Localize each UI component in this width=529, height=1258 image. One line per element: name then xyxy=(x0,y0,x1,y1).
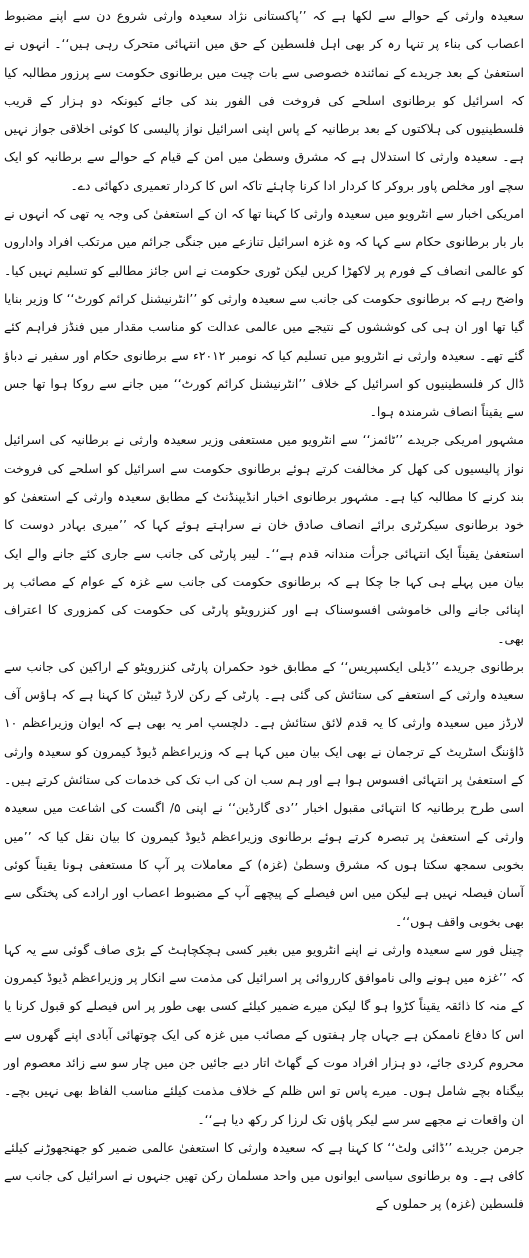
article-paragraph: امریکی اخبار سے انٹرویو میں سعیدہ وارثی کا کہنا تھا کہ ان کے استعفیٰ کی وجہ یہ تھی کہ انہوں نے بار بار برطانوی حکام سے کہا کہ وہ غزہ اسرائیل تنازعے میں جنگی جرائم میں مرتکب افراد واداروں کو عالمی انصاف کے فورم پر لاکھڑا کریں لیکن ٹوری حکومت نے اس جائز مطالبے کو تسلیم نہیں کیا۔ واضح رہے کہ برطانوی حکومت کی جانب سے سعیدہ وارثی کو ’’انٹرنیشنل کرائم کورٹ‘‘ کا وزیر بنایا گیا تھا اور ان ہی کی کوششوں کے نتیجے میں عالمی عدالت کو مناسب مقدار میں فنڈز فراہم کئے گئے تھے۔ سعیدہ وارثی نے انٹرویو میں تسلیم کیا کہ نومبر ۲۰۱۲ء سے برطانوی حکام اور سفیر نے دباؤ ڈال کر فلسطینیوں کو اسرائیل کے خلاف ’’انٹرنیشنل کرائم کورٹ‘‘ میں جانے سے روکا ہوا تھا جس سے یقیناً انصاف شرمندہ ہوا۔ xyxy=(4,206,525,420)
article-paragraph: برطانوی جریدے ’’ڈیلی ایکسپریس‘‘ کے مطابق خود حکمران پارٹی کنزرویٹو کے اراکین کی جانب سے سعیدہ وارثی کے استعفے کی ستائش کی گئی ہے۔ پارٹی کے رکن لارڈ ٹیبٹن کا کہنا ہے کہ ہاؤس آف لارڈز میں سعیدہ وارثی کا یہ قدم لائق ستائش ہے۔ دلچسپ امر یہ بھی ہے کہ ایوان وزیراعظم ۱۰ ڈاؤننگ اسٹریٹ کے ترجمان نے بھی ایک بیان میں کہا ہے کہ وزیراعظم ڈیوڈ کیمرون کو سعیدہ وارثی کے استعفیٰ پر انتہائی افسوس ہوا ہے اور ہم سب ان کی اب تک کی خدمات کی ستائش کرتے ہیں۔ اسی طرح برطانیہ کا انتہائی مقبول اخبار ’’دی گارڈین‘‘ نے اپنی ۵/ اگست کی اشاعت میں سعیدہ وارثی کے استعفیٰ پر تبصرہ کرتے ہوئے برطانوی وزیراعظم ڈیوڈ کیمرون کا بیان نقل کیا کہ ’’میں بخوبی سمجھ سکتا ہوں کہ مشرق وسطیٰ (غزہ) کے معاملات پر آپ کا مستعفی ہونا یقیناً کوئی آسان فیصلہ نہیں ہے لیکن میں اس فیصلے کے پیچھے آپ کے مضبوط اعصاب اور ارادے کی پختگی سے بھی بخوبی واقف ہوں‘‘۔ xyxy=(4,658,524,929)
article-paragraph: جرمن جریدے ’’ڈائی ولٹ‘‘ کا کہنا ہے کہ سعیدہ وارثی کا استعفیٰ عالمی ضمیر کو جھنجھوڑنے کیلئے کافی ہے۔ وہ برطانوی سیاسی ایوانوں میں واحد مسلمان رکن تھیں جنہوں نے اسرائیل کی جانب سے فلسطین (غزہ) پر حملوں کے xyxy=(4,1139,524,1212)
article-paragraph: مشہور امریکی جریدے ’’ٹائمز‘‘ سے انٹرویو میں مستعفی وزیر سعیدہ وارثی نے برطانیہ کی اسرائیل نواز پالیسیوں کی کھل کر مخالفت کرتے ہوئے برطانوی حکومت سے اسرائیل کو اسلحے کی فروخت بند کرنے کا مطالبہ کیا ہے۔ مشہور برطانوی اخبار انڈیپنڈنٹ کے مطابق سعیدہ وارثی کے استعفیٰ کو خود برطانوی سیکرٹری برائے انصاف صادق خان نے سراہتے ہوئے کہا کہ ’’میری بہادر دوست کا استعفیٰ یقیناً ایک انتہائی جرأت مندانہ قدم ہے‘‘۔ لیبر پارٹی کی جانب سے جاری کئے جانے والے ایک بیان میں پہلے ہی کہا جا چکا ہے کہ برطانوی حکومت کی جانب سے غزہ کے عوام کے مصائب پر اپنائی جانے والی خاموشی افسوسناک ہے اور کنزرویٹو پارٹی کی حکومت کی کمزوری کا اعتراف بھی۔ xyxy=(4,432,524,646)
article-paragraph: سعیدہ وارثی کے حوالے سے لکھا ہے کہ ’’پاکستانی نژاد سعیدہ وارثی شروع دن سے اپنے مضبوط اعصاب کی بناء پر تنہا رہ کر بھی اہل فلسطین کے حق میں انتہائی متحرک رہی ہیں‘‘۔ انہوں نے استعفیٰ کے بعد جریدے کے نمائندہ خصوصی سے بات چیت میں برطانوی حکومت سے پرزور مطالبہ کیا کہ اسرائیل کو برطانوی اسلحے کی فروخت فی الفور بند کی جائے کیونکہ دو ہزار کے قریب فلسطینیوں کی ہلاکتوں کے بعد برطانیہ کے پاس اپنی اسرائیل نواز پالیسی کا کوئی اخلاقی جواز نہیں ہے۔ سعیدہ وارثی کا استدلال ہے کہ مشرق وسطیٰ میں امن کے قیام کے حوالے سے برطانیہ کو ایک سچے اور مخلص پاور بروکر کا کردار ادا کرنا چاہئے تاکہ اس کا کردار تعمیری دکھائی دے۔ xyxy=(4,8,524,193)
article-paragraph: چینل فور سے سعیدہ وارثی نے اپنے انٹرویو میں بغیر کسی ہچکچاہٹ کے بڑی صاف گوئی سے یہ کہا کہ ’’غزہ میں ہونے والی ناموافق کارروائی پر اسرائیل کی مذمت سے انکار پر وزیراعظم ڈیوڈ کیمرون کے منہ کا ذائقہ یقیناً کڑوا ہو گا لیکن میرے ضمیر کیلئے کسی بھی طور پر اس فیصلے کو قبول کرنا یا اس کا دفاع ناممکن ہے جہاں چار ہفتوں کے مصائب میں غزہ کی ایک چوتھائی آبادی اپنے گھروں سے محروم کردی جائے، دو ہزار افراد موت کے گھاٹ اتار دیے جائیں جن میں چار سو سے زائد معصوم اور بیگناہ بچے شامل ہوں۔ میرے پاس تو اس ظلم کے خلاف مذمت کیلئے مناسب الفاظ بھی نہیں بچے۔ ان واقعات نے مجھے سر سے لیکر پاؤں تک لرزا کر رکھ دیا ہے‘‘۔ xyxy=(4,941,524,1127)
